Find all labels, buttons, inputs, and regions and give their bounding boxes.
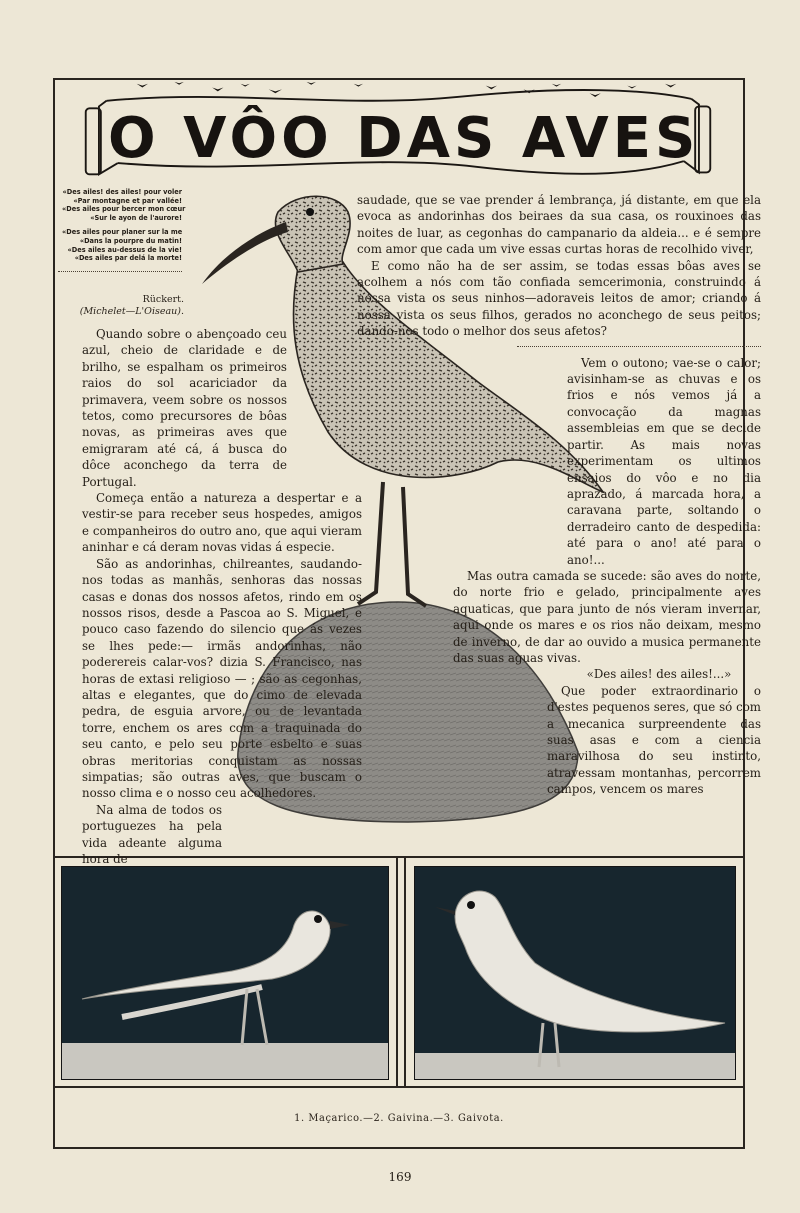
epigraph-line: «Sur le ayon de l'aurore!	[90, 213, 182, 222]
epigraph-line: «Des ailes pour planer sur la me	[62, 228, 183, 237]
tern-illustration	[62, 867, 388, 1079]
epigraph-line: «Dans la pourpre du matin!	[79, 236, 182, 245]
author-source: (Michelet—L'Oiseau).	[79, 306, 184, 317]
quote-line: «Des ailes! des ailes!...»	[586, 667, 732, 682]
photo-divider-right	[404, 858, 406, 1086]
left-column	[82, 326, 362, 867]
divider-caption-top	[53, 1086, 745, 1088]
epigraph-line: «Des ailes au-dessus de la vie!	[67, 245, 182, 254]
epigraph-author	[62, 294, 184, 318]
photo-gaivota	[414, 866, 736, 1080]
author-name: Rückert.	[142, 294, 184, 305]
paragraph: Na alma de todos os portuguezes ha pela vida adeante alguma hora de	[82, 802, 222, 866]
gull-illustration	[415, 867, 735, 1079]
page-number: 169	[388, 1170, 412, 1184]
epigraph-line: «Des ailes pour bercer mon cœur	[62, 205, 186, 214]
paragraph: São as andorinhas, chilreantes, saudando-nos todas as manhãs, senhoras das nossas casas e donas dos nossos afetos, rindo em os nossos risos, desde a Pascoa ao S. Miguel, e pouco caso fazendo do silencio que ás vezes se lhes pede:— irmãs andorinhas, não poderereis calar-vos? dizia S. Francisco, nas horas de extasi religioso — ; são as cegonhas, altas e elegantes, que do cimo de elevada pedra, de esguia arvore, ou de levantada torre, enchem os ares com a traquinada do seu canto, e pelo seu porte esbelto e suas obras meritorias conquistam as nossas simpatias; são outras aves, que buscam o nosso clima e o nosso ceu acolhedores.	[82, 556, 362, 801]
photo-gaivina	[61, 866, 389, 1080]
epigraph-line: «Des ailes! des ailes! pour voler	[62, 188, 182, 196]
page-title: O VÔO DAS AVES	[108, 106, 700, 171]
paragraph: Mas outra camada se sucede: são aves do norte, do norte frio e gelado, principalmente aves aquaticas, que para junto de nós vieram invernar, aqui onde os mares e os rios não deixam, mesmo de inverno, de dar ao ouvido a musica permanente das suas aguas vivas.	[453, 568, 761, 665]
epigraph-line: «Des ailes par delá la morte!	[74, 254, 182, 263]
epigraph	[62, 188, 186, 272]
section-dots	[517, 346, 761, 347]
paragraph: saudade, que se vae prender á lembrança, já distante, em que ela evoca as andorinhas dos beiraes da sua casa, os rouxinoes das noites de luar, as cegonhas do campanario da aldeia... e é sempre com amor que cada um vive essas curtas horas de recolhido viver,	[357, 193, 761, 257]
epigraph-dots	[58, 271, 182, 272]
paragraph: Vem o outono; vae-se o calor; avisinham-se as chuvas e os frios e nós vemos já a convocação da magnas assembleias em que se decide partir. As mais novas experimentam os ultimos ensaios do vôo e no dia aprazado, á marcada hora, a caravana parte, soltando o derradeiro canto de despedida: até para o ano! até para o ano!...	[567, 355, 761, 567]
right-column	[357, 192, 761, 798]
photo-caption: 1. Maçarico.—2. Gaivina.—3. Gaivota.	[294, 1113, 504, 1124]
paragraph: Que poder extraordinario o d'estes pequenos seres, que só com a mecanica surpreendente das suas asas e com a ciencia maravilhosa do seu instinto, atravessam montanhas, percorrem campos, vencem os mares	[547, 683, 761, 797]
photo-divider-left	[396, 858, 398, 1086]
paragraph: Quando sobre o abençoado ceu azul, cheio de claridade e de brilho, se espalham os primeiros raios do sol acariciador da primavera, veem sobre os nossos tetos, como precursores de bôas novas, as primeiras aves que emigraram até cá, á busca do dôce aconchego da terra de Portugal.	[82, 327, 287, 489]
epigraph-line: «Par montagne et par vallée!	[73, 196, 182, 205]
paragraph: Começa então a natureza a despertar e a vestir-se para receber seus hospedes, amigos e companheiros do outro ano, que aqui vieram aninhar e cá deram novas vidas á especie.	[82, 491, 362, 555]
paragraph: E como não ha de ser assim, se todas essas bôas aves se acolhem a nós com tão confiada semcerimonia, construindo á nossa vista os seus ninhos—adoraveis leitos de amor; criando á nossa vista os seus filhos, gerados no aconchego de seus peitos; dando-nos todo o melhor dos seus afetos?	[357, 258, 761, 339]
